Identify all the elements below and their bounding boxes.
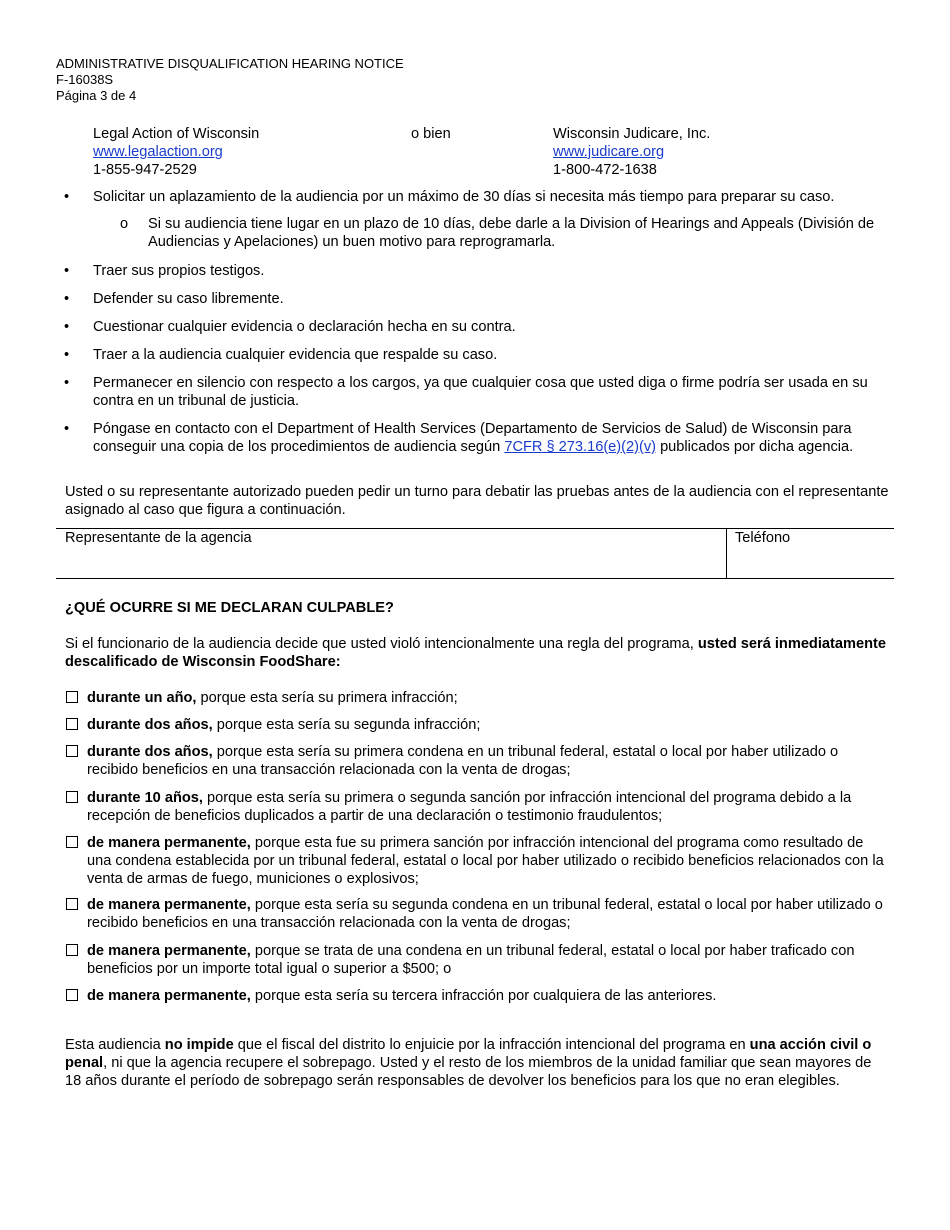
judicare-link[interactable]: www.judicare.org [553,144,665,160]
contact-separator: o bien [411,126,451,142]
table-bottom-border [56,578,894,579]
checkbox-two-years-drugs[interactable] [66,745,78,757]
right-question: Cuestionar cualquier evidencia o declaración hecha en su contra. [93,319,516,335]
sub-bullet-icon: o [120,216,129,232]
checkbox-permanent-drugs[interactable] [66,898,78,910]
contact-phone: 1-800-472-1638 [553,162,657,178]
option-permanent-drugs: de manera permanente, porque esta sería su segunda condena en un tribunal federal, estatal o local por haber utilizado o recibido beneficios en una transacción relacionada con la venta de drogas; [87,897,883,931]
option-permanent-weapons: de manera permanente, porque esta fue su primera sanción por infracción intencional del programa como resultado de una condena establecida por un tribunal federal, estatal o local por haber utilizado o recibido beneficios relacionados con la venta de armas de fuego, municiones o explosivos; [87,835,884,887]
representative-note: Usted o su representante autorizado pueden pedir un turno para debatir las pruebas antes de la audiencia con el representante asignado al caso que figura a continuación. [65,484,889,518]
right-witnesses: Traer sus propios testigos. [93,263,265,279]
option-two-years-drugs: durante dos años, porque esta sería su primera condena en un tribunal federal, estatal o local por haber utilizado o recibido beneficios en una transacción relacionada con la venta de drogas; [87,744,839,778]
right-evidence: Traer a la audiencia cualquier evidencia que respalde su caso. [93,347,498,363]
form-header [56,56,404,104]
contact-legal-action [93,125,259,179]
bullet-icon: • [64,319,70,335]
form-title: ADMINISTRATIVE DISQUALIFICATION HEARING NOTICE [56,56,404,71]
bullet-icon: • [64,347,70,363]
cfr-link[interactable]: 7CFR § 273.16(e)(2)(v) [504,439,657,455]
checkbox-one-year[interactable] [66,691,78,703]
option-one-year: durante un año, porque esta sería su primera infracción; [87,690,458,706]
phone-label: Teléfono [735,530,791,546]
bullet-icon: • [64,421,70,437]
right-silent: Permanecer en silencio con respecto a los cargos, ya que cualquier cosa que usted diga o firme podría ser usada en su contra en un tribunal de justicia. [93,375,868,409]
bullet-icon: • [64,263,70,279]
checkbox-permanent-weapons[interactable] [66,836,78,848]
legal-action-link[interactable]: www.legalaction.org [93,144,223,160]
right-postpone-detail: Si su audiencia tiene lugar en un plazo de 10 días, debe darle a la Division of Hearings and Appeals (División de Audiencias y Apelaciones) un buen motivo para reprogramarla. [148,216,875,250]
right-contact: Póngase en contacto con el Department of Health Services (Departamento de Servicios de Salud) de Wisconsin para conseguir una copia de los procedimientos de audiencia según 7CFR § 273.16(e)(2)(v) publicados por dicha agencia. [93,421,854,455]
section-heading: ¿QUÉ OCURRE SI ME DECLARAN CULPABLE? [65,600,394,616]
option-two-years: durante dos años, porque esta sería su segunda infracción; [87,717,481,733]
table-divider [726,528,727,579]
contact-name: Legal Action of Wisconsin [93,126,260,142]
agency-rep-label: Representante de la agencia [65,530,252,546]
contact-name: Wisconsin Judicare, Inc. [553,126,711,142]
checkbox-ten-years[interactable] [66,791,78,803]
right-postpone: Solicitar un aplazamiento de la audiencia por un máximo de 30 días si necesita más tiempo para preparar su caso. [93,189,835,205]
form-number: F-16038S [56,72,114,87]
bullet-icon: • [64,291,70,307]
closing-paragraph: Esta audiencia no impide que el fiscal del distrito lo enjuicie por la infracción intencional del programa en una acción civil o penal, ni que la agencia recupere el sobrepago. Usted y el resto de los miembros de la unidad familiar que sean mayores de 18 años durante el período de sobrepago serán responsables de devolver los beneficios para los que no eran elegibles. [65,1037,872,1089]
right-defend: Defender su caso libremente. [93,291,284,307]
checkbox-two-years[interactable] [66,718,78,730]
page-number: Página 3 de 4 [56,88,137,103]
contact-phone: 1-855-947-2529 [93,162,197,178]
option-ten-years: durante 10 años, porque esta sería su primera o segunda sanción por infracción intencional del programa debido a la recepción de beneficios duplicados a partir de una declaración o testimonio fraudulentos; [87,790,852,824]
checkbox-permanent-trafficking[interactable] [66,944,78,956]
option-permanent-trafficking: de manera permanente, porque se trata de una condena en un tribunal federal, estatal o local por haber traficado con beneficios por un importe total igual o superior a $500; o [87,943,855,977]
bullet-icon: • [64,189,70,205]
option-permanent-third: de manera permanente, porque esta sería su tercera infracción por cualquiera de las anteriores. [87,988,717,1004]
checkbox-permanent-third[interactable] [66,989,78,1001]
bullet-icon: • [64,375,70,391]
contact-judicare [553,125,710,179]
guilty-intro: Si el funcionario de la audiencia decide que usted violó intencionalmente una regla del programa, usted será inmediatamente descalificado de Wisconsin FoodShare: [65,636,886,670]
